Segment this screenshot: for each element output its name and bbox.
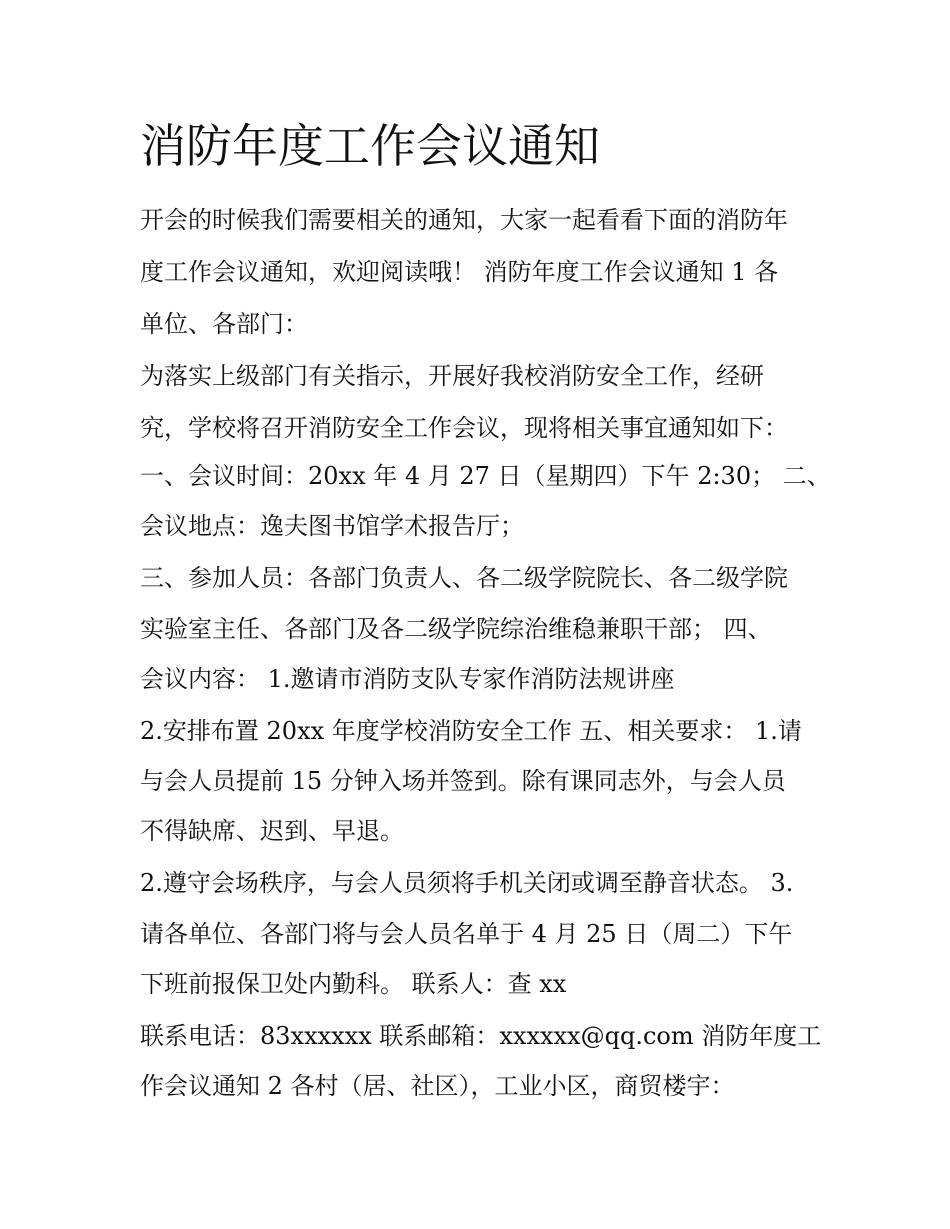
body-line-5: 究，学校将召开消防安全工作会议，现将相关事宜通知如下： [140, 414, 788, 442]
body-line-6: 一、会议时间：20xx 年 4 月 27 日（星期四）下午 2:30； 二、 [140, 462, 831, 490]
body-line-4: 为落实上级部门有关指示，开展好我校消防安全工作，经研 [140, 362, 764, 390]
body-line-18: 作会议通知 2 各村（居、社区），工业小区，商贸楼宇： [140, 1072, 735, 1100]
body-line-3: 单位、各部门： [140, 310, 308, 338]
body-line-1: 开会的时候我们需要相关的通知，大家一起看看下面的消防年 [140, 206, 788, 234]
body-line-16: 下班前报保卫处内勤科。 联系人：查 xx [140, 970, 567, 998]
body-line-8: 三、参加人员：各部门负责人、各二级学院院长、各二级学院 [140, 564, 788, 592]
body-line-15: 请各单位、各部门将与会人员名单于 4 月 25 日（周二）下午 [140, 920, 793, 948]
body-line-17: 联系电话：83xxxxxx 联系邮箱：xxxxxx@qq.com 消防年度工 [140, 1022, 822, 1050]
body-line-9: 实验室主任、各部门及各二级学院综治维稳兼职干部； 四、 [140, 615, 772, 643]
body-line-7: 会议地点：逸夫图书馆学术报告厅； [140, 512, 524, 540]
body-line-11: 2.安排布置 20xx 年度学校消防安全工作 五、相关要求： 1.请 [140, 717, 802, 745]
document-title: 消防年度工作会议通知 [140, 119, 600, 173]
body-line-13: 不得缺席、迟到、早退。 [140, 817, 404, 845]
body-line-10: 会议内容： 1.邀请市消防支队专家作消防法规讲座 [140, 665, 675, 693]
body-line-2: 度工作会议通知，欢迎阅读哦！ 消防年度工作会议通知 1 各 [140, 258, 779, 286]
body-line-14: 2.遵守会场秩序，与会人员须将手机关闭或调至静音状态。 3. [140, 869, 794, 897]
body-line-12: 与会人员提前 15 分钟入场并签到。除有课同志外，与会人员 [140, 767, 786, 795]
